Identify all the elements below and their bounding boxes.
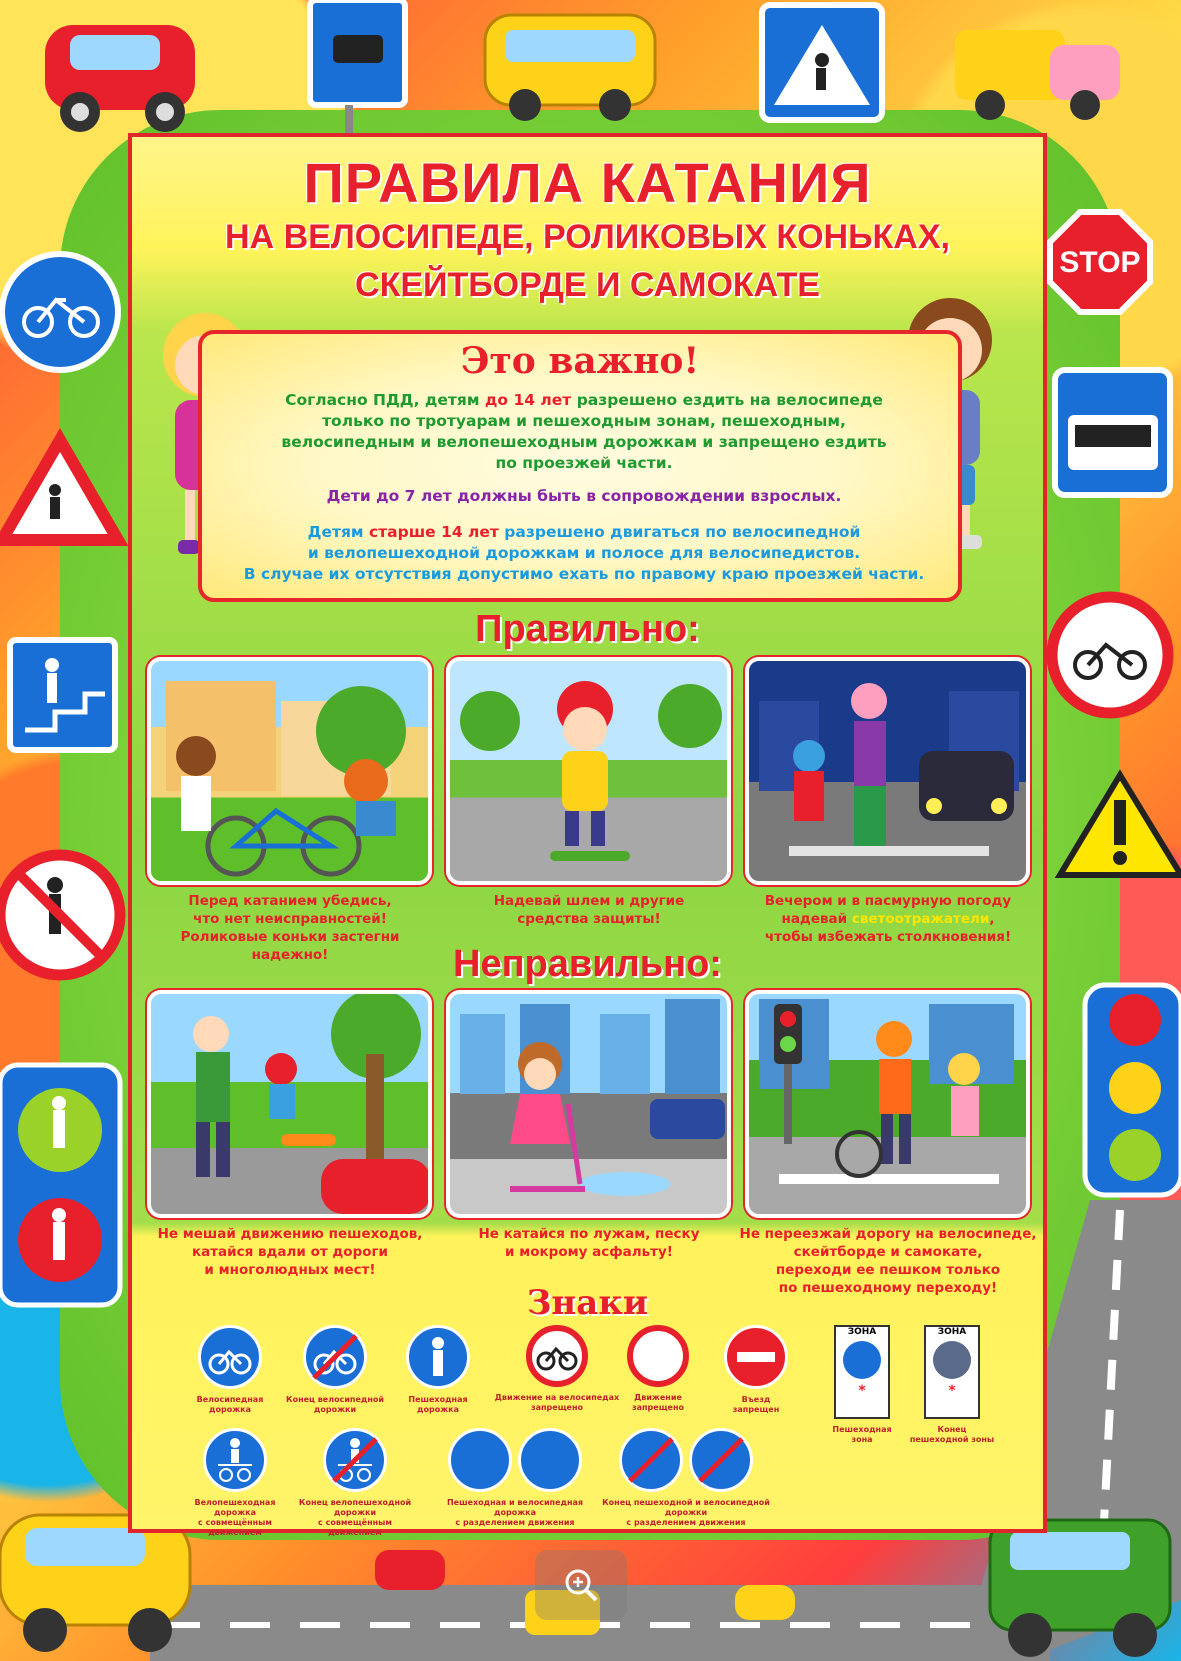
- end-separated-path-icon-right: [692, 1431, 750, 1489]
- wrong-caption-1: [140, 1225, 440, 1279]
- sign-label: дорожка: [209, 1405, 251, 1414]
- yellow-bus-icon: [485, 15, 655, 121]
- sign-label: Конец пешеходной и велосипедной дорожки: [602, 1498, 770, 1517]
- caption-line: надевай: [781, 911, 852, 927]
- sign-label: с разделением движения: [455, 1518, 575, 1527]
- caption-line: переходи ее пешком только: [775, 1262, 1001, 1278]
- signs-heading: Знаки: [526, 1283, 649, 1323]
- shared-path-icon: [206, 1431, 264, 1489]
- wrong-image-2: [446, 990, 731, 1218]
- caption-line: Надевай шлем и другие: [493, 893, 685, 909]
- p3-part-b: старше 14 лет: [368, 523, 499, 541]
- small-red-car-icon: [375, 1550, 445, 1590]
- sign-label: запрещено: [530, 1403, 584, 1412]
- caption-line: Перед катанием убедись,: [188, 893, 392, 909]
- sign-pedestrian-path: [398, 1325, 478, 1415]
- end-separated-path-icon-left: [622, 1431, 680, 1489]
- caption-line: Не переезжай дорогу на велосипеде,: [739, 1226, 1037, 1242]
- zone-top-text: ЗОНА: [847, 1327, 877, 1337]
- sign-label: Конец велосипедной: [286, 1395, 384, 1404]
- stop-sign-icon: [1050, 212, 1150, 312]
- sign-no-traffic: [618, 1325, 698, 1413]
- warning-sign-icon: [1060, 775, 1181, 875]
- no-bicycles-sign-icon: [1052, 597, 1168, 713]
- caption-line: чтобы избежать столкновения!: [764, 929, 1012, 945]
- sign-label: с совмещённым движением: [318, 1518, 392, 1537]
- important-paragraph-2: Дети до 7 лет должны быть в сопровождении взрослых.: [326, 487, 842, 505]
- pedestrian-underpass-sign-icon: [10, 640, 115, 750]
- sign-label: запрещен: [732, 1405, 780, 1414]
- pedestrian-traffic-light-icon: [0, 1065, 120, 1305]
- separated-path-icon-right: [518, 1428, 582, 1492]
- pedestrian-zone-icon: [843, 1341, 881, 1379]
- caption-line: Не мешай движению пешеходов,: [157, 1226, 423, 1242]
- children-warning-sign-icon: [2, 440, 118, 540]
- correct-image-3: [745, 657, 1030, 885]
- bicycle-icon: [201, 1328, 259, 1386]
- crossing-scene: [749, 994, 1026, 1214]
- sign-label: Конец велопешеходной дорожки: [298, 1498, 412, 1517]
- important-heading: Это важно!: [460, 340, 700, 382]
- title-line-1: ПРАВИЛА КАТАНИЯ: [303, 151, 872, 214]
- pedestrian-icon: [409, 1328, 467, 1386]
- traffic-light-icon: [1085, 985, 1181, 1195]
- sign-label: с разделением движения: [626, 1518, 746, 1527]
- p1-line-4: по проезжей части.: [495, 454, 673, 472]
- no-pedestrians-sign-icon: [0, 855, 120, 975]
- sign-label: запрещено: [631, 1403, 685, 1412]
- no-bicycle-icon: [532, 1331, 582, 1381]
- caption-line: что нет неисправностей!: [193, 911, 387, 927]
- sign-end-separated-path: [596, 1428, 776, 1528]
- helmet-scene: [450, 661, 727, 881]
- end-bicycle-icon: [306, 1328, 364, 1386]
- wrong-image-3: [745, 990, 1030, 1218]
- sign-label: дорожка: [417, 1405, 459, 1414]
- bus-stop-sign-icon: [310, 0, 405, 133]
- stop-sign-text: STOP: [1059, 246, 1141, 279]
- p3-line-3: В случае их отсутствия допустимо ехать по правому краю проезжей части.: [243, 565, 925, 583]
- title-line-2: НА ВЕЛОСИПЕДЕ, РОЛИКОВЫХ КОНЬКАХ,: [225, 218, 950, 256]
- sign-label: Конец: [937, 1425, 967, 1434]
- caption-line: по пешеходному переходу!: [778, 1280, 998, 1296]
- sign-label: пешеходной зоны: [909, 1435, 995, 1444]
- end-pedestrian-zone-icon: [933, 1341, 971, 1379]
- small-yellow-car-icon: [735, 1585, 795, 1620]
- caption-line: Роликовые коньки застегни надежно!: [180, 929, 400, 963]
- p1-part-c: разрешено ездить на велосипеде: [571, 391, 883, 409]
- caption-line: скейтборде и самокате,: [793, 1244, 983, 1260]
- p3-part-a: Детям: [307, 523, 369, 541]
- sign-end-pedestrian-zone: [902, 1325, 1002, 1445]
- sign-label: зона: [851, 1435, 873, 1444]
- caption-line: средства защиты!: [517, 911, 661, 927]
- caption-line: и многолюдных мест!: [204, 1262, 376, 1278]
- caption-line: Не катайся по лужам, песку: [478, 1226, 700, 1242]
- sign-pedestrian-zone: [822, 1325, 902, 1445]
- no-entry-icon: [727, 1328, 785, 1386]
- p1-line-3: велосипедным и велопешеходным дорожкам и запрещено ездить: [281, 433, 887, 451]
- sign-label: Движение: [634, 1393, 682, 1402]
- puddle-scene: [450, 994, 727, 1214]
- p1-part-b: до 14 лет: [484, 391, 572, 409]
- dump-truck-icon: [955, 30, 1120, 120]
- important-box: [198, 330, 962, 602]
- caption-line: катайся вдали от дороги: [191, 1244, 389, 1260]
- wrong-image-1: [147, 990, 432, 1218]
- sign-no-bicycles: [492, 1325, 622, 1413]
- sign-label: дорожки: [313, 1405, 357, 1414]
- reflectors-scene: [749, 661, 1026, 881]
- important-paragraph-3: [222, 522, 946, 585]
- caption-line: и мокрому асфальту!: [505, 1244, 673, 1260]
- tram-stop-sign-icon: [1055, 370, 1170, 495]
- important-paragraph-1: [222, 390, 946, 474]
- sign-no-entry: [716, 1325, 796, 1415]
- end-shared-path-icon: [326, 1431, 384, 1489]
- p3-part-c: разрешено двигаться по велосипедной: [498, 523, 861, 541]
- bicycle-path-sign-icon: [2, 254, 118, 370]
- sign-end-bicycle-path: [285, 1325, 385, 1415]
- zoom-button[interactable]: [535, 1550, 627, 1620]
- correct-heading: Правильно:: [475, 608, 700, 650]
- bicycle-check-scene: [151, 661, 428, 881]
- sign-label: Велосипедная: [196, 1395, 264, 1404]
- sign-end-shared-path: [290, 1428, 420, 1538]
- sign-label: Въезд: [741, 1395, 771, 1404]
- sign-label: Велопешеходная дорожка: [194, 1498, 276, 1517]
- correct-caption-3: [738, 892, 1038, 946]
- sign-label: с совмещённым движением: [198, 1518, 272, 1537]
- no-traffic-icon: [627, 1325, 689, 1387]
- asterisk-icon: *: [948, 1383, 956, 1399]
- title-line-3: СКЕЙТБОРДЕ И САМОКАТЕ: [355, 266, 820, 304]
- p1-line-2: только по тротуарам и пешеходным зонам, пешеходным,: [322, 412, 846, 430]
- p3-line-2: и велопешеходной дорожкам и полосе для велосипедистов.: [307, 544, 861, 562]
- sign-shared-path: [180, 1428, 290, 1538]
- wrong-caption-2: [439, 1225, 739, 1261]
- sign-label: Движение на велосипедах: [494, 1393, 620, 1402]
- zoom-in-icon: [563, 1567, 599, 1603]
- zone-top-text: ЗОНА: [937, 1327, 967, 1337]
- red-car-icon: [45, 25, 195, 132]
- correct-caption-2: [439, 892, 739, 928]
- caption-line: ,: [989, 911, 995, 927]
- sign-separated-path: [440, 1428, 590, 1528]
- asterisk-icon: *: [858, 1383, 866, 1399]
- p1-part-a: Согласно ПДД, детям: [285, 391, 485, 409]
- reflectors-highlight: светоотражатели: [851, 911, 990, 927]
- sign-label: Пешеходная: [408, 1395, 468, 1404]
- correct-image-2: [446, 657, 731, 885]
- pedestrian-obstruction-scene: [151, 994, 428, 1214]
- sign-bicycle-path: [190, 1325, 270, 1415]
- caption-line: Вечером и в пасмурную погоду: [764, 893, 1012, 909]
- separated-path-icon-left: [448, 1428, 512, 1492]
- pedestrian-crossing-sign-icon: [762, 5, 882, 120]
- sign-label: Пешеходная: [832, 1425, 892, 1434]
- sign-label: Пешеходная и велосипедная дорожка: [446, 1498, 584, 1517]
- wrong-heading: Неправильно:: [453, 943, 722, 985]
- yellow-car-icon: [0, 1515, 190, 1652]
- correct-image-1: [147, 657, 432, 885]
